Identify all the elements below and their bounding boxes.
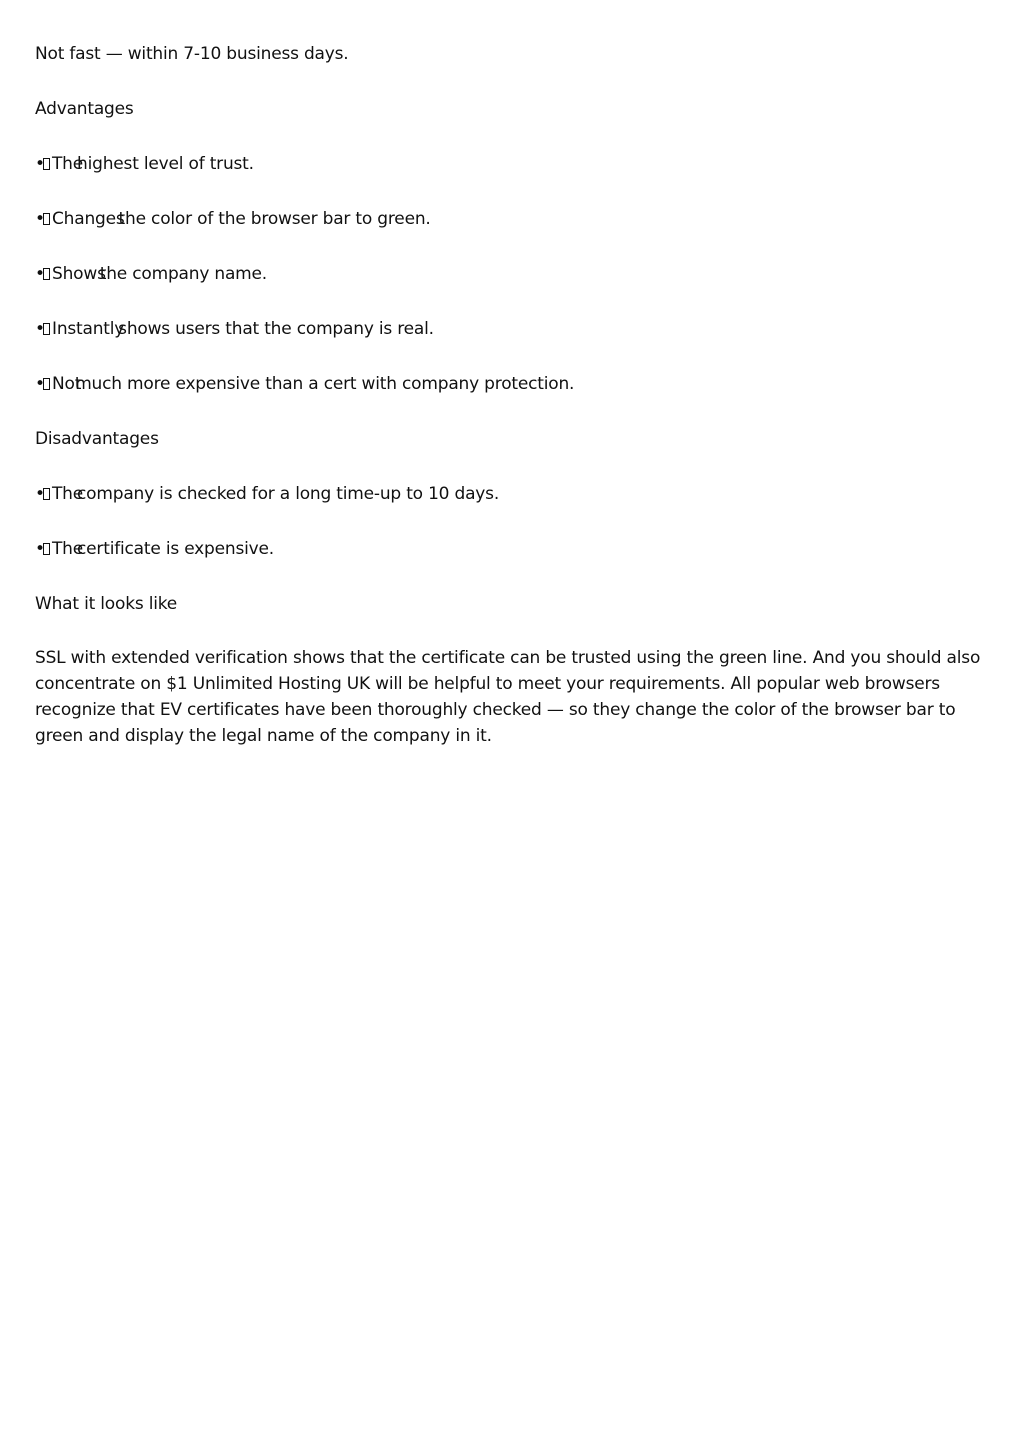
disadvantage-item	[35, 535, 985, 563]
item-lead-word: The	[52, 154, 84, 174]
missing-glyph-icon	[43, 378, 50, 390]
bullet-icon: •	[35, 374, 45, 394]
advantage-item	[35, 315, 985, 343]
bullet-icon: •	[35, 539, 45, 559]
intro-line: Not fast — within 7-10 business days.	[35, 44, 349, 64]
missing-glyph-icon	[43, 543, 50, 555]
disadvantage-item	[35, 480, 985, 508]
item-text: shows users that the company is real.	[118, 319, 434, 339]
advantage-item	[35, 260, 985, 288]
item-text: the color of the browser bar to green.	[118, 209, 431, 229]
item-lead-word: Instantly	[52, 319, 125, 339]
bullet-icon: •	[35, 484, 45, 504]
missing-glyph-icon	[43, 323, 50, 335]
advantage-item	[35, 150, 985, 178]
looks-like-heading: What it looks like	[35, 594, 178, 614]
missing-glyph-icon	[43, 158, 50, 170]
item-lead-word: The	[52, 539, 84, 559]
item-text: company is checked for a long time-up to 10 days.	[77, 484, 500, 504]
document-page	[35, 40, 985, 749]
disadvantages-heading: Disadvantages	[35, 429, 159, 449]
item-text: certificate is expensive.	[77, 539, 274, 559]
item-lead-word: Changes	[52, 209, 125, 229]
bullet-icon: •	[35, 264, 45, 284]
item-lead-word: The	[52, 484, 84, 504]
bullet-icon: •	[35, 319, 45, 339]
item-text: highest level of trust.	[77, 154, 254, 174]
bullet-icon: •	[35, 209, 45, 229]
item-text: the company name.	[99, 264, 268, 284]
missing-glyph-icon	[43, 268, 50, 280]
advantage-item	[35, 205, 985, 233]
missing-glyph-icon	[43, 488, 50, 500]
item-lead-word: Shows	[52, 264, 106, 284]
item-text: much more expensive than a cert with company protection.	[75, 374, 575, 394]
bullet-icon: •	[35, 154, 45, 174]
advantage-item	[35, 370, 985, 398]
looks-like-paragraph: SSL with extended verification shows that the certificate can be trusted using the green line. And you should also concentrate on $1 Unlimited Hosting UK will be helpful to meet your requirements. All popular web browsers recognize that EV certificates have been thoroughly checked — so they change the color of the browser bar to green and display the legal name of the company in it.	[35, 648, 981, 746]
advantages-heading: Advantages	[35, 99, 134, 119]
missing-glyph-icon	[43, 213, 50, 225]
item-lead-word: Not	[52, 374, 82, 394]
